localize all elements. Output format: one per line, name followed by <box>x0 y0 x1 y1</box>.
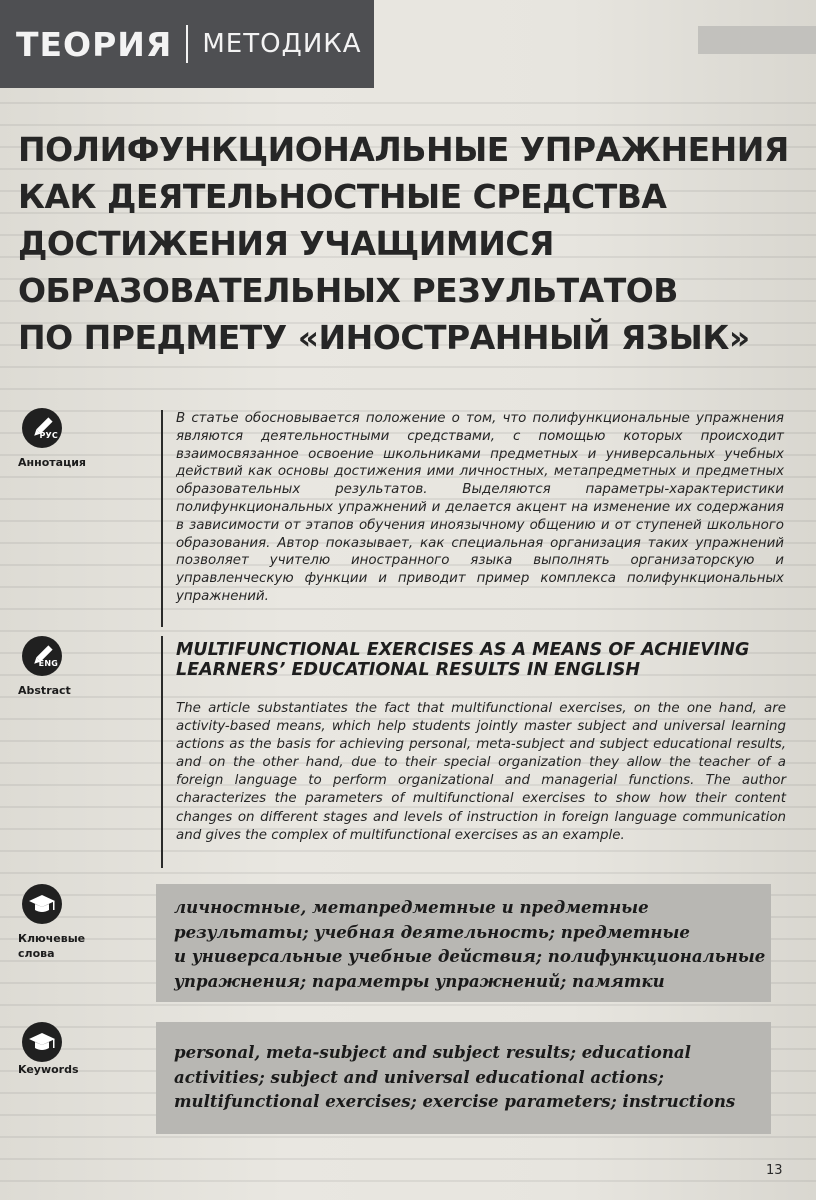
pencil-icon <box>22 408 62 448</box>
abstract-label: Abstract <box>18 684 71 697</box>
title-line: ДОСТИЖЕНИЯ УЧАЩИМИСЯ <box>18 224 554 263</box>
keywords-ru-label <box>18 931 85 961</box>
english-title <box>176 640 786 680</box>
keywords-en-line: activities; subject and universal educational actions; <box>174 1066 664 1087</box>
keywords-en-text <box>174 1040 764 1114</box>
title-line: ОБРАЗОВАТЕЛЬНЫХ РЕЗУЛЬТАТОВ <box>18 271 678 310</box>
keywords-ru-label-line: Ключевые <box>18 932 86 945</box>
keywords-ru-line: упражнения; параметры упражнений; памятки <box>174 970 665 991</box>
title-line: ПО ПРЕДМЕТУ «ИНОСТРАННЫЙ ЯЗЫК» <box>18 318 750 357</box>
annotation-text: В статье обосновывается положение о том, что полифункциональные упражнения являются деятельностными средствами, с помощью которых происходит взаимосвязанное освоение школьниками предметных и универсальных учебных действий как основы достижения ими личностных, метапредметных и предметных образовательных результатов. Выделяются параметры-характеристики полифункциональных упражнений и делается акцент на изменение их содержания в зависимости от этапов обучения иноязычному общению и от ступеней школьного образования. Автор показывает, как специальная организация таких упражнений позволяет учителю иностранного языка выполнять организаторскую и управленческую функции и приводит пример комплекса полифункциональных упражнений. <box>176 411 784 604</box>
page-number: 13 <box>766 1163 783 1178</box>
keywords-en-line: personal, meta-subject and subject results; educational <box>174 1042 691 1062</box>
subsection-title: МЕТОДИКА <box>202 29 362 59</box>
keywords-ru-line: и универсальные учебные действия; полифункциональные <box>174 946 766 966</box>
keywords-en-line: multifunctional exercises; exercise parameters; instructions <box>174 1091 736 1111</box>
section-header <box>0 0 374 88</box>
keywords-ru-label-line: слова <box>18 947 55 960</box>
english-title-line: LEARNERS’ EDUCATIONAL RESULTS IN ENGLISH <box>176 660 640 680</box>
abstract-divider <box>161 636 163 868</box>
keywords-en-label: Keywords <box>18 1063 79 1076</box>
graduation-cap-icon <box>22 1022 62 1062</box>
title-line: КАК ДЕЯТЕЛЬНОСТНЫЕ СРЕДСТВА <box>18 177 667 216</box>
keywords-ru-text <box>174 895 764 993</box>
graduation-cap-icon <box>22 884 62 924</box>
pencil-icon <box>22 636 62 676</box>
abstract-text: The article substantiates the fact that multifunctional exercises, on the one hand, are activity-based means, which help students jointly master subject and universal learning actions as the basis for achieving personal, meta-subject and subject educational results, and on the other hand, due to their special organization they allow the teacher of a foreign language to perform organizational and managerial functions. The author characterizes the parameters of multifunctional exercises to show how their content changes on different stages and levels of instruction in foreign language communication and gives the complex of multifunctional exercises as an example. <box>176 701 786 843</box>
language-tag: ENG <box>38 659 58 668</box>
keywords-ru-line: личностные, метапредметные и предметные <box>174 897 649 917</box>
annotation-divider <box>161 410 163 627</box>
keywords-ru-line: результаты; учебная деятельность; предметные <box>174 921 690 942</box>
article-title <box>18 126 798 361</box>
english-title-line: MULTIFUNCTIONAL EXERCISES AS A MEANS OF ACHIEVING <box>176 640 750 660</box>
language-tag: РУС <box>39 431 58 440</box>
header-divider <box>186 25 188 63</box>
annotation-label: Аннотация <box>18 456 86 469</box>
title-line: ПОЛИФУНКЦИОНАЛЬНЫЕ УПРАЖНЕНИЯ <box>18 130 789 169</box>
corner-tab <box>698 26 816 54</box>
section-title: ТЕОРИЯ <box>16 24 173 64</box>
